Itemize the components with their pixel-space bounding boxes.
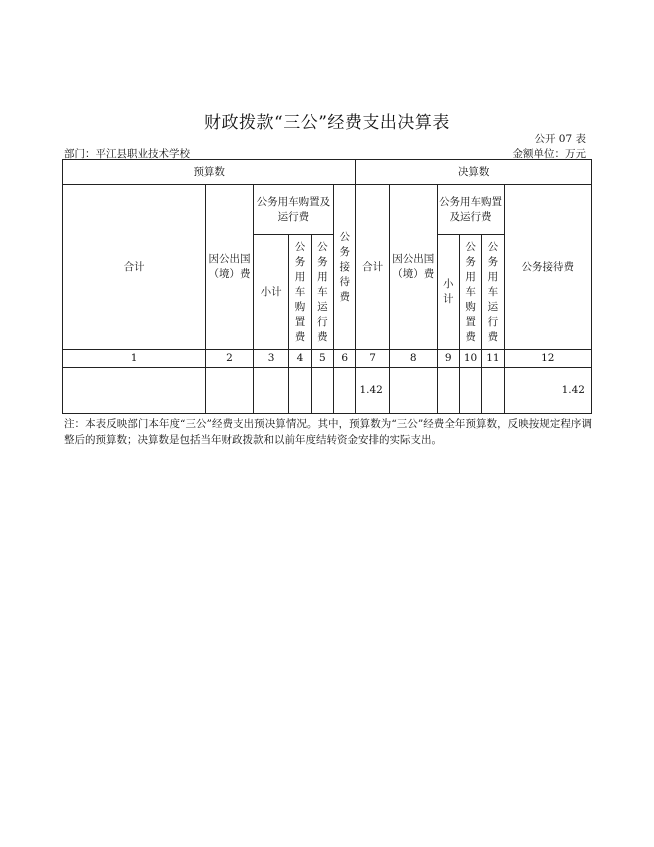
index-cell: 10 [459,350,481,368]
final-subtotal-header: 小计 [437,235,459,350]
final-total-header: 合计 [356,185,389,350]
final-vehicle-purchase-header: 公务用车购置费 [459,235,481,350]
budget-subtotal-header: 小计 [253,235,289,350]
value-cell [253,368,289,414]
index-cell: 6 [334,350,356,368]
index-cell: 1 [63,350,206,368]
value-cell [459,368,481,414]
index-cell: 4 [289,350,311,368]
page-title: 财政拨款“三公”经费支出决算表 [204,113,450,133]
index-cell: 8 [389,350,437,368]
form-number: 公开 07 表 [534,133,586,145]
budget-total-header: 合计 [63,185,206,350]
index-cell: 7 [356,350,389,368]
department-label: 部门：平江县职业技术学校 [64,148,190,160]
value-cell [437,368,459,414]
unit-label: 金额单位：万元 [512,148,586,160]
table-note: 注：本表反映部门本年度“三公”经费支出预决算情况。其中，预算数为“三公”经费全年预算数，反映按规定程序调整后的预算数；决算数是包括当年财政拨款和以前年度结转资金安排的实际支出。 [64,418,592,446]
value-cell [389,368,437,414]
budget-vehicle-purchase-header: 公务用车购置费 [289,235,311,350]
budget-vehicle-operation-header: 公务用车运行费 [311,235,333,350]
index-cell: 3 [253,350,289,368]
final-total-value: 1.42 [356,368,389,414]
budget-vehicle-group-header: 公务用车购置及运行费 [253,185,333,235]
value-cell [482,368,504,414]
budget-group-header: 预算数 [63,160,356,185]
value-cell [311,368,333,414]
index-cell: 11 [482,350,504,368]
budget-reception-header: 公务接待费 [334,185,356,350]
index-cell: 5 [311,350,333,368]
final-group-header: 决算数 [356,160,592,185]
final-abroad-header: 因公出国（境）费 [389,185,437,350]
value-cell [63,368,206,414]
index-cell: 2 [206,350,254,368]
budget-abroad-header: 因公出国（境）费 [206,185,254,350]
index-cell: 9 [437,350,459,368]
final-vehicle-group-header: 公务用车购置及运行费 [437,185,504,235]
final-reception-value: 1.42 [504,368,591,414]
value-cell [334,368,356,414]
final-vehicle-operation-header: 公务用车运行费 [482,235,504,350]
three-public-expense-table [62,159,592,414]
value-cell [289,368,311,414]
value-cell [206,368,254,414]
index-cell: 12 [504,350,591,368]
final-reception-header: 公务接待费 [504,185,591,350]
